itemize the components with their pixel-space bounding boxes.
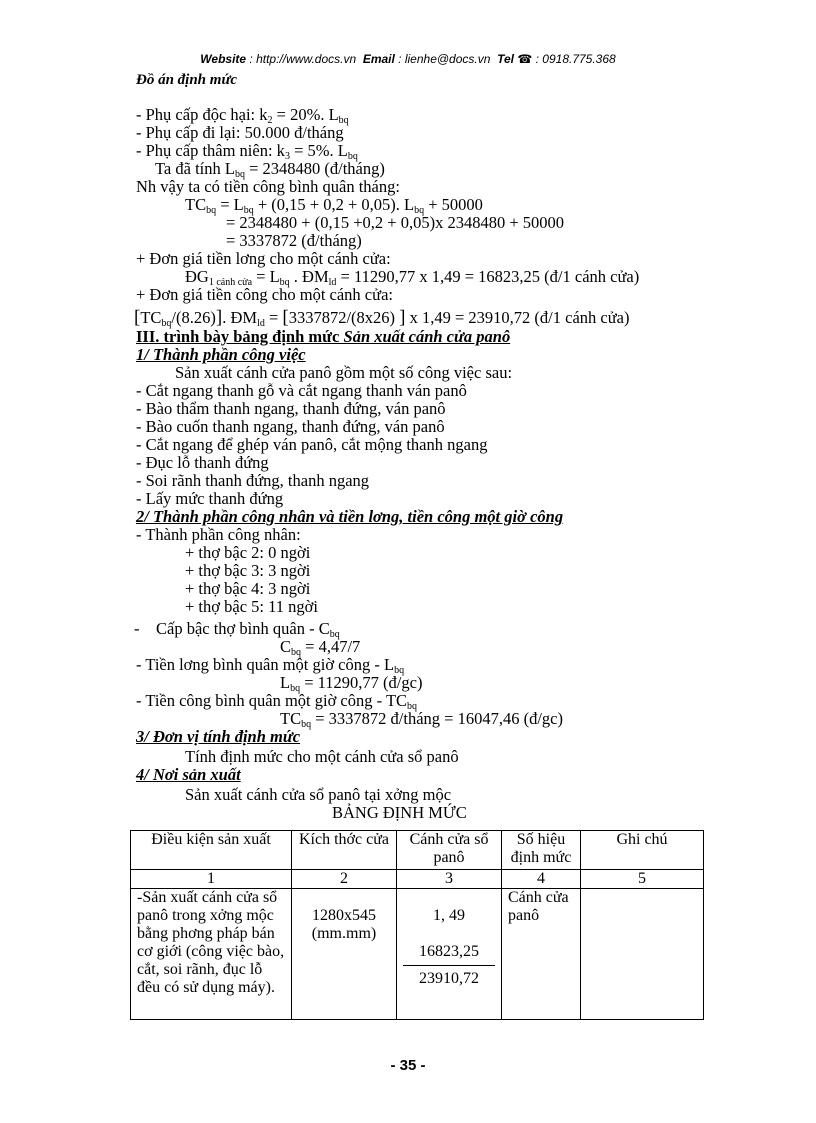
table-header-cell: Điều kiện sản xuất xyxy=(131,831,292,870)
table-header-cell: Kích thớc cửa xyxy=(292,831,397,870)
page-number: - 35 - xyxy=(390,1057,426,1074)
table-title: BẢNG ĐỊNH MỨC xyxy=(332,803,467,822)
table-number-cell: 1 xyxy=(131,870,292,889)
text-line: + Đơn giá tiền lơng cho một cánh cửa: xyxy=(136,249,391,268)
page-header xyxy=(0,52,816,66)
text-line: - Bào thẩm thanh ngang, thanh đứng, ván panô xyxy=(136,399,446,418)
text-line: - Cắt ngang để ghép ván panô, cắt mộng thanh ngang xyxy=(136,435,488,454)
wage-value: 16823,25 xyxy=(419,943,479,960)
text-line: + Đơn giá tiền công cho một cánh cửa: xyxy=(136,285,393,304)
table-header-cell: Cánh cửa sổ panô xyxy=(397,831,502,870)
email-value[interactable]: : lienhe@docs.vn xyxy=(398,52,491,66)
formula-line: = 2348480 + (0,15 +0,2 + 0,05)x 2348480 + 50000 xyxy=(226,213,565,232)
section-heading: III. trình bày bảng định mức Sản xuất cánh cửa panô xyxy=(136,327,511,346)
text-line: + thợ bậc 2: 0 ngời xyxy=(185,543,311,562)
fraction-line xyxy=(403,965,495,966)
section-heading: 4/ Nơi sản xuất xyxy=(136,765,241,784)
formula-line: $[TC_{bq}/(8.26)]$. $ĐM_{ld} = [3337872/(8x26)$ ] x 1,49 = 23910,72 (đ/1 cánh cửa) xyxy=(134,307,630,329)
table-number-cell: 2 xyxy=(292,870,397,889)
table-header-cell: Số hiệu định mức xyxy=(502,831,581,870)
text-line: - Tiền lơng bình quân một giờ công - $L_{bq}$ xyxy=(136,655,405,676)
note-cell xyxy=(581,889,704,1020)
phone-icon: ☎ xyxy=(517,52,533,66)
code-cell: Cánh cửa panô xyxy=(502,889,581,1020)
text-line: + thợ bậc 3: 3 ngời xyxy=(185,561,311,580)
text-line: - Cắt ngang thanh gỗ và cắt ngang thanh ván panô xyxy=(136,381,467,400)
formula-line: $ĐG_{1 cánh cửa} = L_{bq}$ . $ĐM_{ld} = 11290,77$ x 1,49 = 16823,25 (đ/1 cánh cửa) xyxy=(185,267,640,288)
text-line: Nh vậy ta có tiền công bình quân tháng: xyxy=(136,177,400,196)
section-heading: 3/ Đơn vị tính định mức xyxy=(136,727,301,746)
size-cell: 1280x545 (mm.mm) xyxy=(292,889,397,1020)
panel-value-cell xyxy=(397,889,502,1020)
text-line: + thợ bậc 4: 3 ngời xyxy=(185,579,311,598)
doc-title: Đồ án định mức xyxy=(136,72,238,88)
text-line: Ta đã tính $L_{bq} = 2348480$ (đ/tháng) xyxy=(155,159,385,180)
website-value[interactable]: : http://www.docs.vn xyxy=(249,52,357,66)
text-line: - Thành phần công nhân: xyxy=(136,525,301,544)
text-line: - Phụ cấp đi lại: 50.000 đ/tháng xyxy=(136,123,344,142)
table-number-row xyxy=(131,870,704,889)
formula-line: = 3337872 (đ/tháng) xyxy=(226,231,362,250)
formula-line: $TC_{bq} = L_{bq} + (0,15 + 0,2 + 0,05)$. $L_{bq} + 50000$ xyxy=(185,195,483,216)
table-header-cell: Ghi chú xyxy=(581,831,704,870)
text-line: - Đục lỗ thanh đứng xyxy=(136,453,269,472)
text-line: - Phụ cấp thâm niên: $k_3 = 5\%$. $L_{bq}$ xyxy=(136,141,358,162)
table-number-cell: 5 xyxy=(581,870,704,889)
email-label: Email xyxy=(362,52,395,66)
formula-line: $C_{bq} = 4,47/7$ xyxy=(280,637,361,658)
norm-table xyxy=(130,830,704,1020)
table-row xyxy=(131,889,704,1020)
website-label: Website xyxy=(200,52,247,66)
table-header-row xyxy=(131,831,704,870)
text-line: - Bào cuốn thanh ngang, thanh đứng, ván panô xyxy=(136,417,445,436)
text-line: - Tiền công bình quân một giờ công - $TC_{bq}$ xyxy=(136,691,418,712)
tel-label: Tel xyxy=(497,52,514,66)
text-line: Tính định mức cho một cánh cửa sổ panô xyxy=(185,747,459,766)
text-line: - Soi rãnh thanh đứng, thanh ngang xyxy=(136,471,370,490)
text-line: - Phụ cấp độc hại: $k_2 = 20\%$. $L_{bq}$ xyxy=(136,105,349,126)
text-line: - Lấy mức thanh đứng xyxy=(136,489,284,508)
tel-value: : 0918.775.368 xyxy=(535,52,616,66)
formula-line: $L_{bq} = 11290,77$ (đ/gc) xyxy=(280,673,423,694)
table-number-cell: 3 xyxy=(397,870,502,889)
text-line: - Cấp bậc thợ bình quân - $C_{bq}$ xyxy=(134,619,340,640)
norm-value: 1, 49 xyxy=(433,907,465,924)
section-heading: 1/ Thành phần công việc xyxy=(136,345,306,364)
labor-cost-value: 23910,72 xyxy=(419,970,479,987)
text-line: Sản xuất cánh cửa panô gồm một số công việc sau: xyxy=(175,363,513,382)
condition-cell: -Sản xuất cánh cửa sổ panô trong xởng mộc bằng phơng pháp bán cơ giới (công việc bào, cắt, soi rãnh, đục lỗ đều có sử dụng máy). xyxy=(131,889,292,1020)
formula-line: $TC_{bq} = 3337872$ đ/tháng = 16047,46 (đ/gc) xyxy=(280,709,563,730)
text-line: Sản xuất cánh cửa sổ panô tại xởng mộc xyxy=(185,785,452,804)
text-line: + thợ bậc 5: 11 ngời xyxy=(185,597,318,616)
table-number-cell: 4 xyxy=(502,870,581,889)
section-heading: 2/ Thành phần công nhân và tiền lơng, tiền công một giờ công xyxy=(136,507,564,526)
